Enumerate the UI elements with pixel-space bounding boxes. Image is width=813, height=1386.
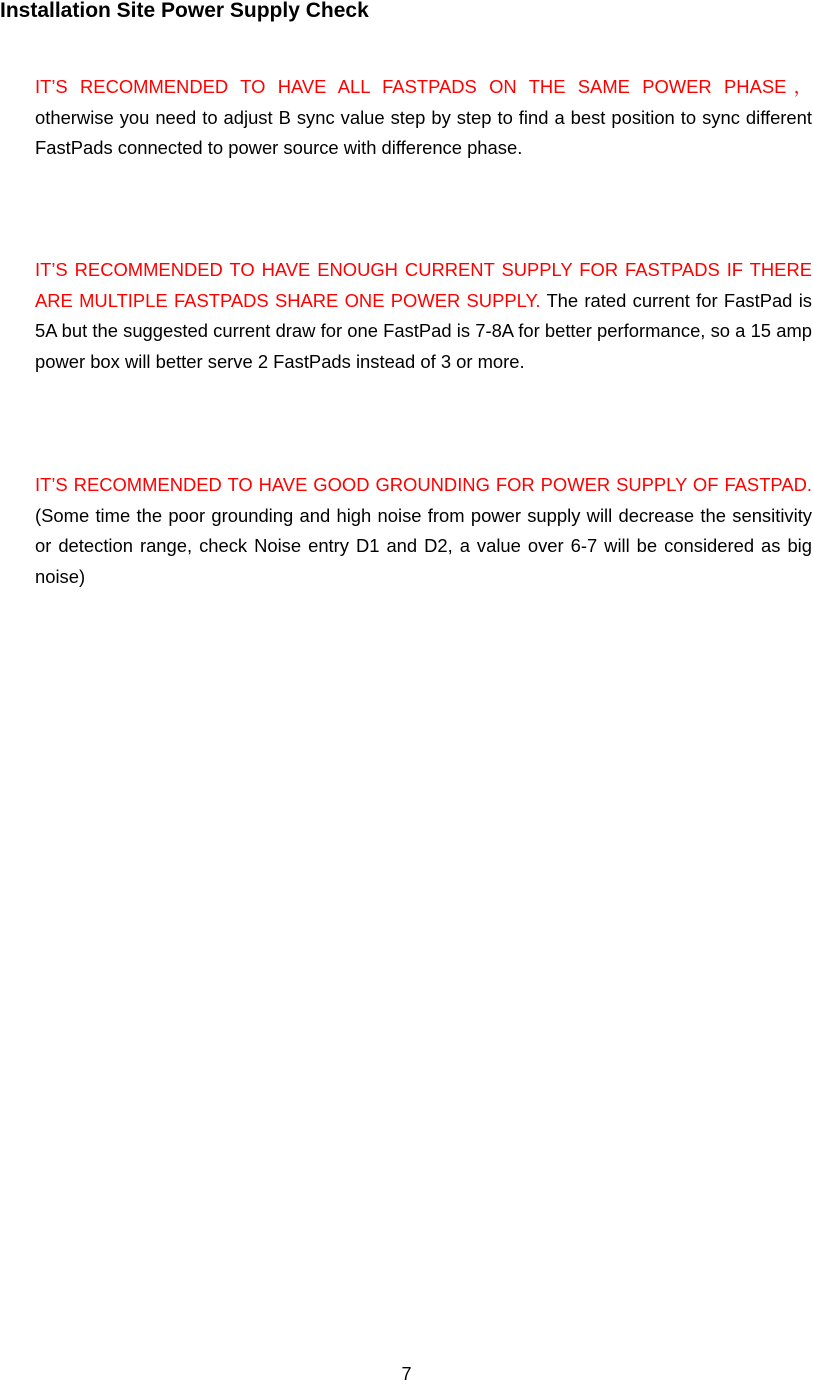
body-text: (Some time the poor grounding and high noise from power supply will decrease the sensitivity or detection range, check Noise entry D1 and D2, a value over 6-7 will be considered as big noise) [35,504,812,587]
paragraph-power-phase [35,72,812,164]
warning-text: IT’S RECOMMENDED TO HAVE ENOUGH CURRENT SUPPLY FOR FASTPADS IF THERE ARE MULTIPLE FASTPADS SHARE ONE POWER SUPPLY. [35,259,812,311]
paragraph-grounding [35,470,812,592]
body-text: otherwise you need to adjust B sync value step by step to find a best position to sync different FastPads connected to power source with difference phase. [35,106,812,158]
page-title: Installation Site Power Supply Check [0,0,369,22]
body-text: The rated current for FastPad is 5A but the suggested current draw for one FastPad is 7-8A for better performance, so a 15 amp power box will better serve 2 FastPads instead of 3 or more. [35,289,812,372]
warning-text: IT’S RECOMMENDED TO HAVE GOOD GROUNDING FOR POWER SUPPLY OF FASTPAD. [35,474,812,495]
page-number: 7 [401,1364,412,1384]
paragraph-current-supply [35,255,812,377]
warning-text: IT’S RECOMMENDED TO HAVE ALL FASTPADS ON THE SAME POWER PHASE， [35,76,812,97]
